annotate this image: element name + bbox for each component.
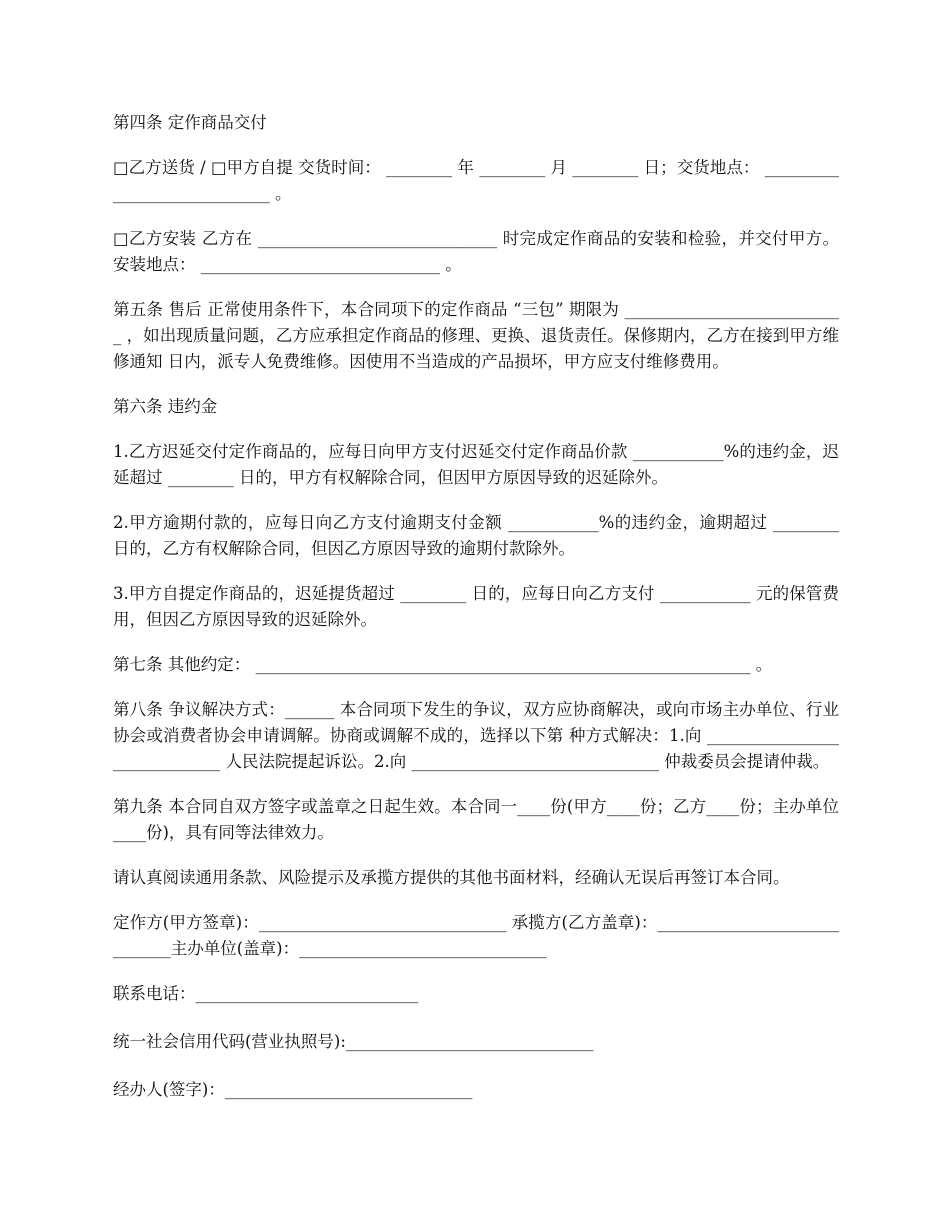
delivery-terms: □乙方送货 / □甲方自提 交货时间： ________ 年 ________ 月 ________ 日；交货地点： ____________________________ 。	[113, 158, 839, 203]
article-9-effect: 第九条 本合同自双方签字或盖章之日起生效。本合同一____份(甲方____份；乙方____份；主办单位____份)，具有同等法律效力。	[113, 797, 839, 842]
penalty-clause-2: 2.甲方逾期付款的，应每日向乙方支付逾期支付金额 ___________%的违约金，逾期超过 ________ 日的，乙方有权解除合同，但因乙方原因导致的逾期付款除外。	[113, 513, 845, 558]
penalty-clause-1: 1.乙方迟延交付定作商品的，应每日向甲方支付迟延交付定作商品价款 ___________%的违约金，迟延超过 ________ 日的，甲方有权解除合同，但因甲方原因导致的迟延除外。	[113, 442, 839, 487]
contact-phone: 联系电话：___________________________	[113, 984, 419, 1003]
credit-code: 统一社会信用代码(营业执照号):______________________________	[113, 1032, 594, 1051]
contract-page	[113, 110, 845, 1122]
agent-signature: 经办人(签字)：______________________________	[113, 1080, 473, 1099]
article-4-heading: 第四条 定作商品交付	[113, 113, 267, 132]
reading-notice: 请认真阅读通用条款、风险提示及承揽方提供的其他书面材料，经确认无误后再签订本合同。	[113, 868, 790, 887]
article-5-after-sales: 第五条 售后 正常使用条件下，本合同项下的定作商品 “三包” 期限为 ___________________________ ，如出现质量问题，乙方应承担定作商品的修理、更换、退货责任。保修期内，乙方在接到甲方维修通知 日内，派专人免费维修。因使用不当造成的产品损坏，甲方应支付维修费用。	[113, 300, 839, 371]
article-6-heading: 第六条 违约金	[113, 397, 218, 416]
article-8-dispute: 第八条 争议解决方式：______ 本合同项下发生的争议，双方应协商解决，或向市场主办单位、行业协会或消费者协会申请调解。协商或调解不成的，选择以下第 种方式解决：1.向 _____________________________ 人民法院提起诉讼。2.向 ______________________________ 仲裁委员会提请仲裁。	[113, 700, 839, 771]
signature-parties: 定作方(甲方签章)：______________________________ 承揽方(乙方盖章)：_____________________________主办单位(盖章)：______________________________	[113, 913, 839, 958]
article-7-other: 第七条 其他约定： ____________________________________________________________ 。	[113, 655, 773, 674]
penalty-clause-3: 3.甲方自提定作商品的，迟延提货超过 ________ 日的，应每日向乙方支付 ___________ 元的保管费用，但因乙方原因导致的迟延除外。	[113, 584, 839, 629]
installation-terms: □乙方安装 乙方在 _____________________________ 时完成定作商品的安装和检验，并交付甲方。安装地点： _____________________________ 。	[113, 229, 839, 274]
